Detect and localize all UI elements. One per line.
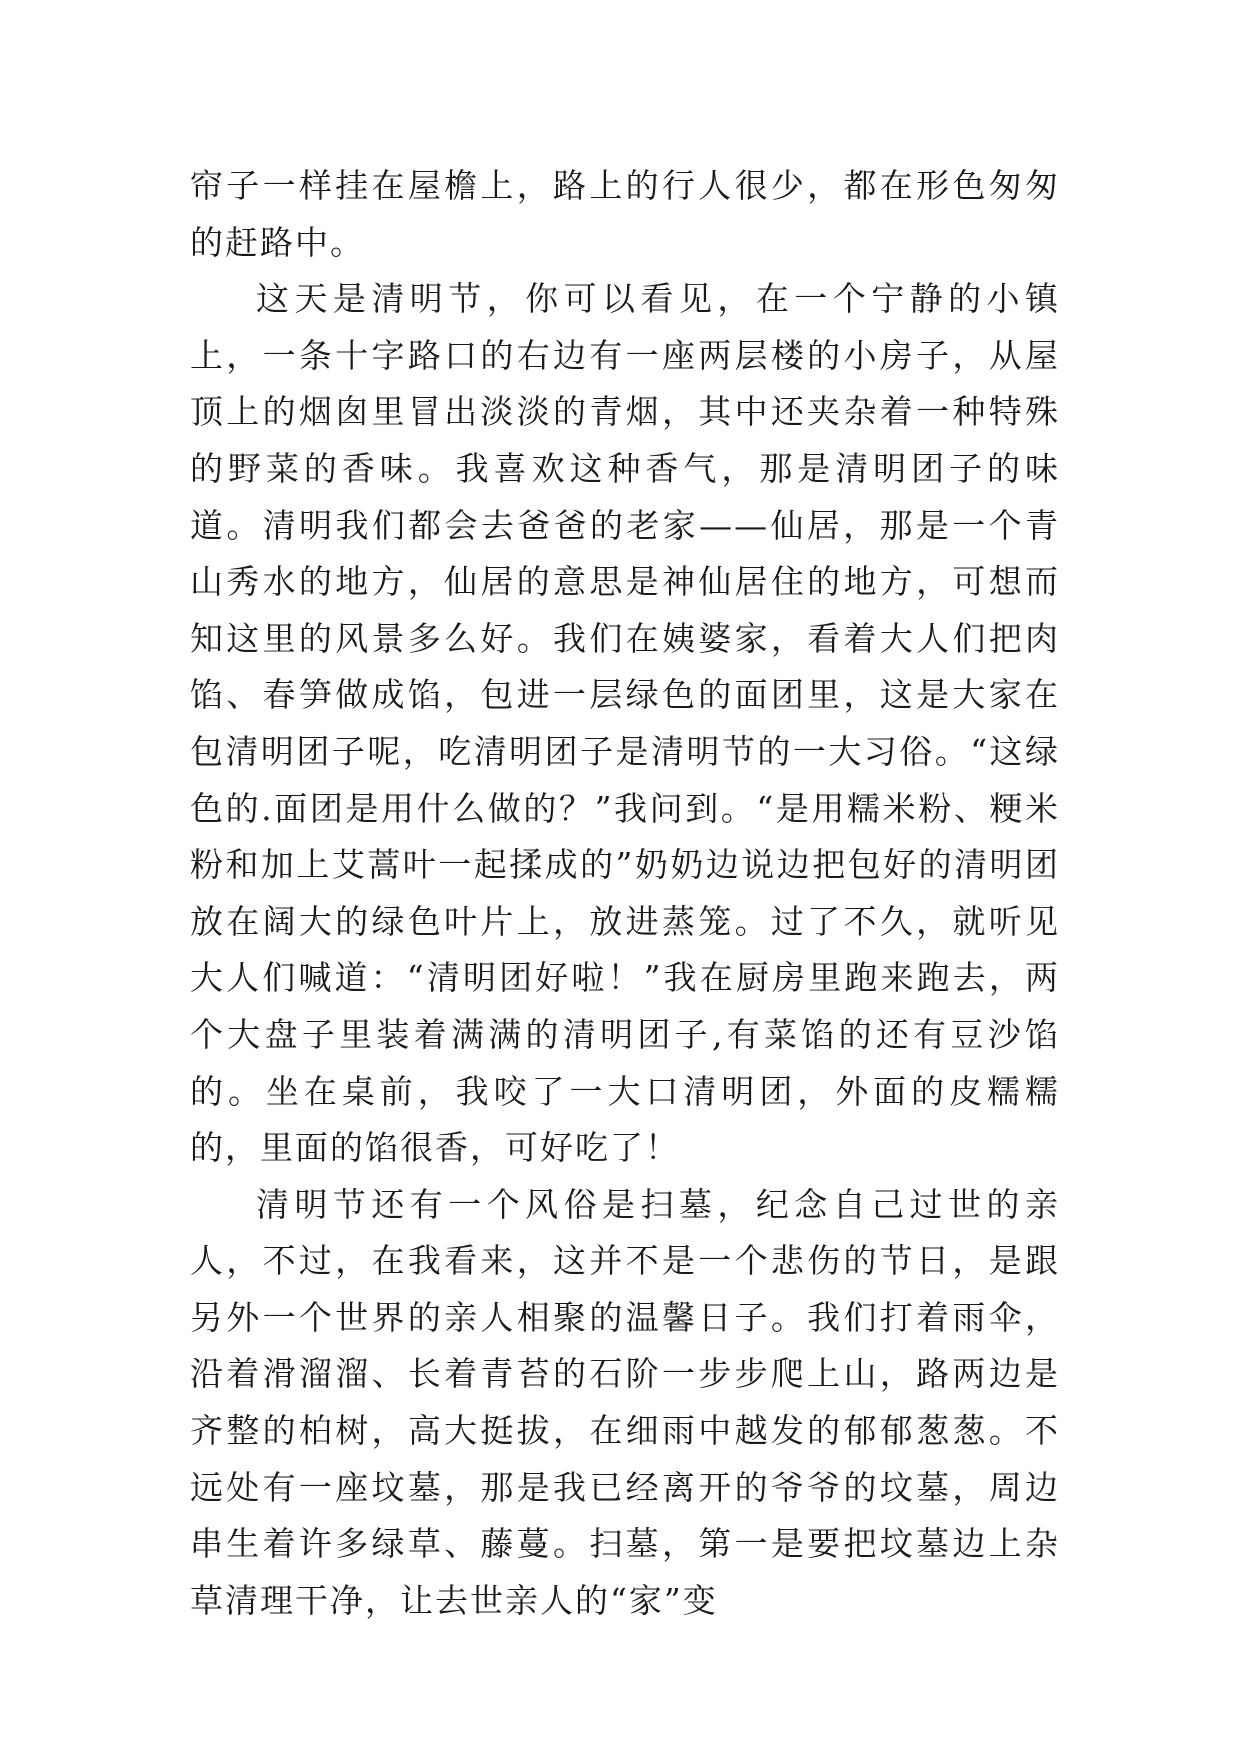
paragraph-3: 清明节还有一个风俗是扫墓，纪念自己过世的亲人，不过，在我看来，这并不是一个悲伤的节日，是跟另外一个世界的亲人相聚的温馨日子。我们打着雨伞，沿着滑溜溜、长着青苔的石阶一步步爬上山，路两边是齐整的柏树，高大挺拔，在细雨中越发的郁郁葱葱。不远处有一座坟墓，那是我已经离开的爷爷的坟墓，周边串生着许多绿草、藤蔓。扫墓，第一是要把坟墓边上杂草清理干净，让去世亲人的“家”变 (190, 1184, 1060, 1620)
document-body (190, 158, 1060, 1629)
paragraph-1: 帘子一样挂在屋檐上，路上的行人很少，都在形色匆匆的赶路中。 (190, 166, 1060, 262)
paragraph-2: 这天是清明节，你可以看见，在一个宁静的小镇上，一条十字路口的右边有一座两层楼的小房子，从屋顶上的烟囱里冒出淡淡的青烟，其中还夹杂着一种特殊的野菜的香味。我喜欢这种香气，那是清明团子的味道。清明我们都会去爸爸的老家——仙居，那是一个青山秀水的地方，仙居的意思是神仙居住的地方，可想而知这里的风景多么好。我们在姨婆家，看着大人们把肉馅、春笋做成馅，包进一层绿色的面团里，这是大家在包清明团子呢，吃清明团子是清明节的一大习俗。“这绿色的.面团是用什么做的？”我问到。“是用糯米粉、粳米粉和加上艾蒿叶一起揉成的”奶奶边说边把包好的清明团放在阔大的绿色叶片上，放进蒸笼。过了不久，就听见大人们喊道：“清明团好啦！”我在厨房里跑来跑去，两个大盘子里装着满满的清明团子,有菜馅的还有豆沙馅的。坐在桌前，我咬了一大口清明团，外面的皮糯糯的，里面的馅很香，可好吃了！ (190, 279, 1060, 1168)
